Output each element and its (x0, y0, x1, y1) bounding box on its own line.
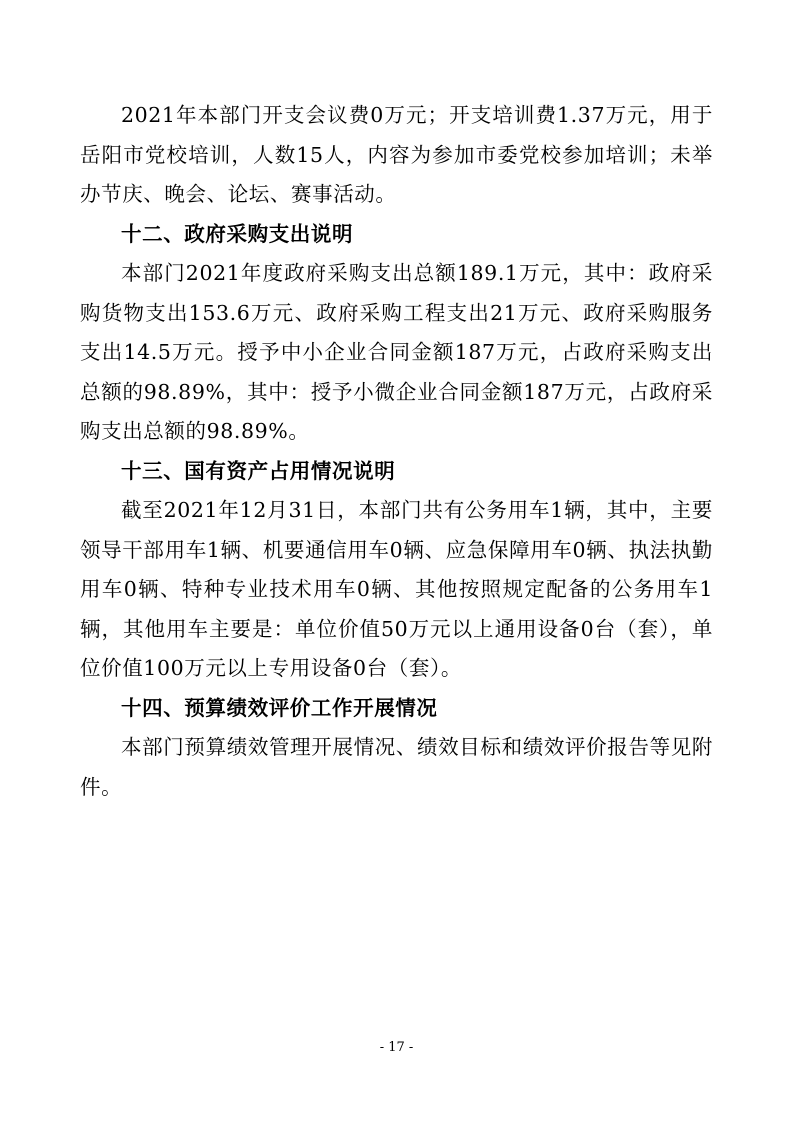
document-body (80, 96, 713, 807)
paragraph-state-assets: 截至2021年12月31日，本部门共有公务用车1辆，其中，主要领导干部用车1辆、机要通信用车0辆、应急保障用车0辆、执法执勤用车0辆、特种专业技术用车0辆、其他按照规定配备的公务用车1辆，其他用车主要是：单位价值50万元以上通用设备0台（套），单位价值100万元以上专用设备0台（套）。 (80, 498, 713, 680)
paragraph-performance-evaluation: 本部门预算绩效管理开展情况、绩效目标和绩效评价报告等见附件。 (80, 735, 713, 799)
heading-performance-evaluation: 十四、预算绩效评价工作开展情况 (121, 695, 438, 720)
page-number: - 17 - (379, 1040, 414, 1055)
paragraph-government-procurement: 本部门2021年度政府采购支出总额189.1万元，其中：政府采购货物支出153.6万元、政府采购工程支出21万元、政府采购服务支出14.5万元。授予中小企业合同金额187万元，占政府采购支出总额的98.89%，其中：授予小微企业合同金额187万元，占政府采购支出总额的98.89%。 (80, 261, 713, 443)
heading-state-assets: 十三、国有资产占用情况说明 (121, 458, 396, 483)
heading-government-procurement: 十二、政府采购支出说明 (121, 221, 354, 246)
paragraph-meeting-training: 2021年本部门开支会议费0万元；开支培训费1.37万元，用于岳阳市党校培训，人数15人，内容为参加市委党校参加培训；未举办节庆、晚会、论坛、赛事活动。 (80, 103, 713, 206)
